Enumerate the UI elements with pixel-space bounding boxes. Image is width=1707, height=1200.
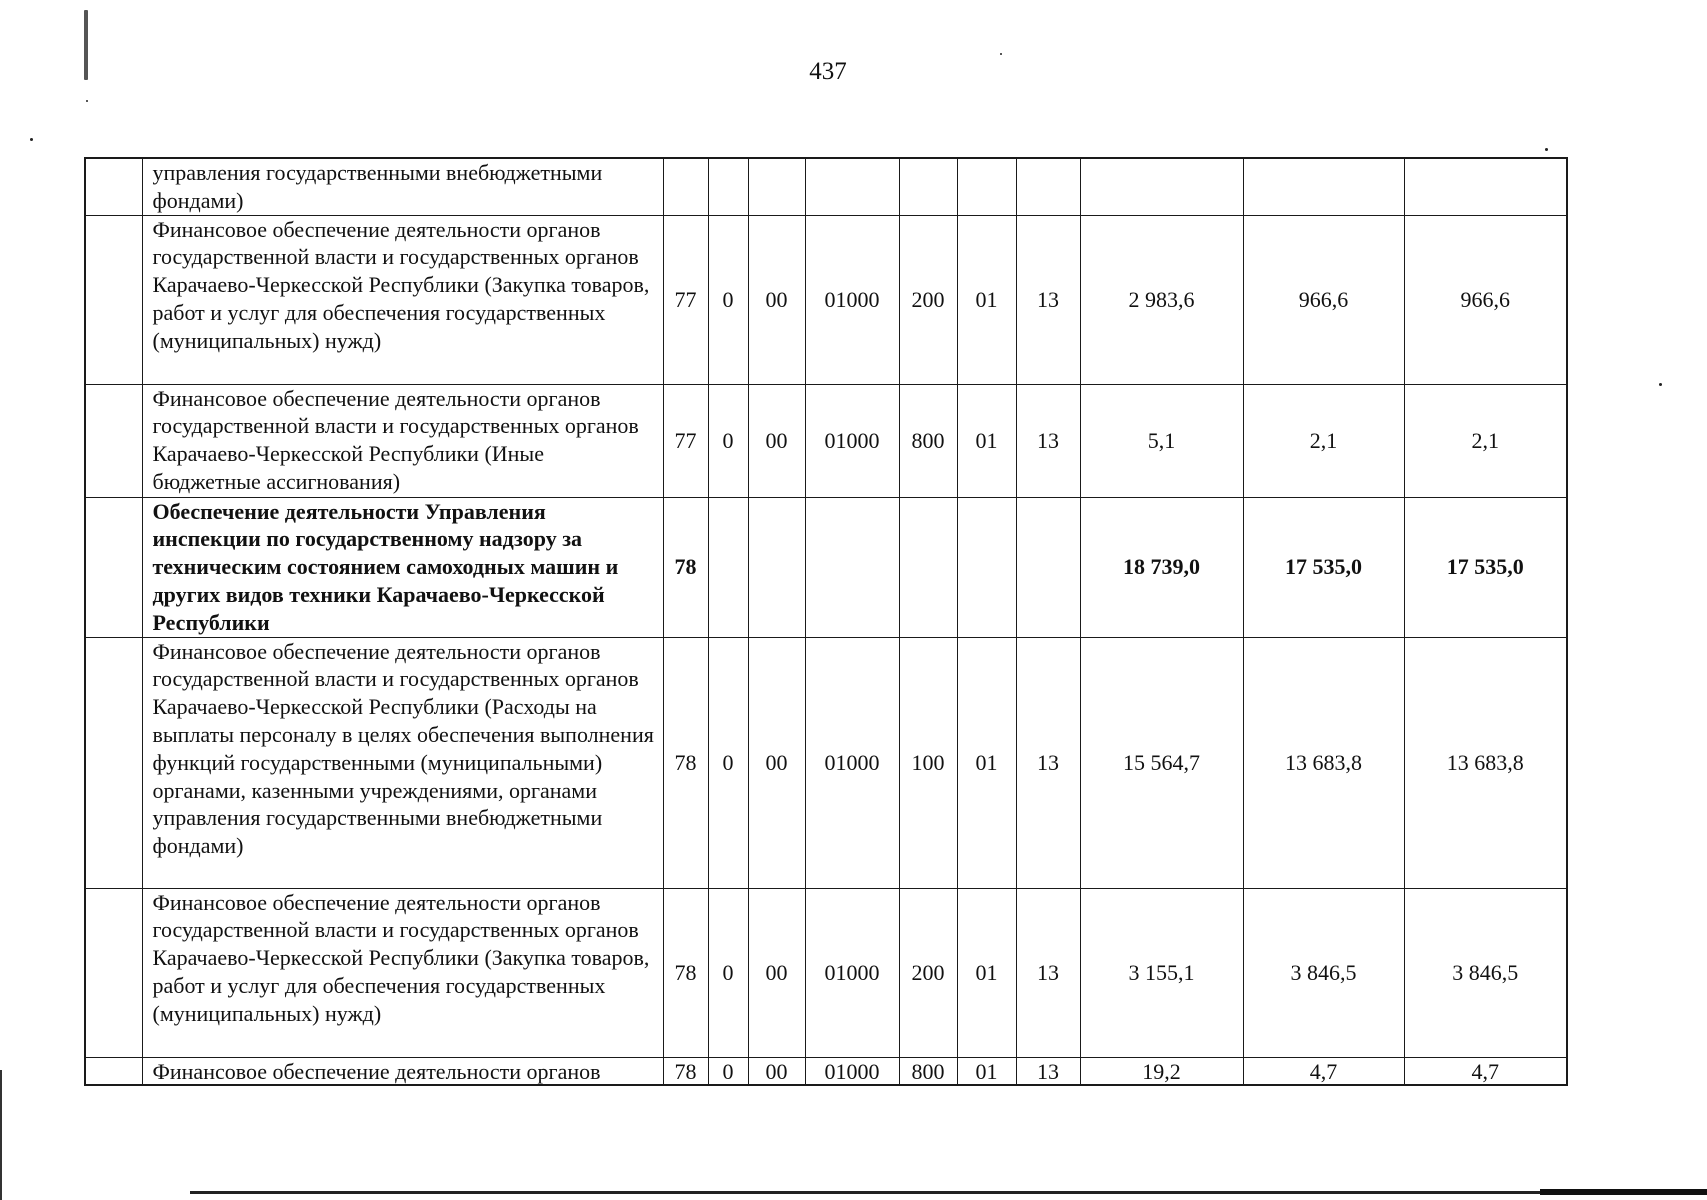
direction-code-cell (805, 158, 899, 215)
program-code-cell: 78 (663, 497, 708, 637)
amount-year1-cell: 5,1 (1080, 384, 1243, 497)
expense-type-cell (899, 158, 957, 215)
row-number-cell (85, 1057, 142, 1085)
scan-speck (1000, 53, 1002, 55)
subprogram-code-cell: 0 (708, 1057, 748, 1085)
subprogram-code-cell: 0 (708, 888, 748, 1057)
table-row (85, 158, 1567, 215)
subsection-cell (1016, 158, 1080, 215)
amount-year2-cell: 4,7 (1243, 1057, 1404, 1085)
amount-year2-cell (1243, 158, 1404, 215)
amount-year3-cell: 4,7 (1404, 1057, 1567, 1085)
expense-type-cell: 800 (899, 384, 957, 497)
scan-speck (1659, 383, 1662, 386)
expense-name-cell: Обеспечение деятельности Управления инспекции по государственному надзору за техническим состоянием самоходных машин и других видов техники Карачаево-Черкесской Республики (142, 497, 663, 637)
scan-speck (30, 138, 33, 141)
section-cell: 01 (957, 1057, 1016, 1085)
table-row (85, 384, 1567, 497)
row-number-cell (85, 215, 142, 384)
scan-speck (1545, 148, 1548, 151)
amount-year1-cell: 2 983,6 (1080, 215, 1243, 384)
expense-type-cell: 100 (899, 637, 957, 888)
amount-year2-cell: 17 535,0 (1243, 497, 1404, 637)
main-activity-code-cell: 00 (748, 637, 805, 888)
main-activity-code-cell: 00 (748, 1057, 805, 1085)
subprogram-code-cell (708, 497, 748, 637)
amount-year1-cell: 3 155,1 (1080, 888, 1243, 1057)
table-row (85, 637, 1567, 888)
section-cell: 01 (957, 637, 1016, 888)
row-number-cell (85, 497, 142, 637)
direction-code-cell: 01000 (805, 384, 899, 497)
main-activity-code-cell (748, 497, 805, 637)
section-cell: 01 (957, 384, 1016, 497)
expense-name-cell: Финансовое обеспечение деятельности органов государственной власти и государственных органов Карачаево-Черкесской Республики (Иные бюджетные ассигнования) (142, 384, 663, 497)
expense-type-cell: 800 (899, 1057, 957, 1085)
program-code-cell: 77 (663, 215, 708, 384)
direction-code-cell: 01000 (805, 888, 899, 1057)
scan-edge-bottom (190, 1191, 1707, 1194)
subsection-cell (1016, 497, 1080, 637)
subsection-cell: 13 (1016, 888, 1080, 1057)
scan-edge-bottom-right (1540, 1189, 1707, 1195)
amount-year1-cell (1080, 158, 1243, 215)
table-row (85, 215, 1567, 384)
program-code-cell: 78 (663, 637, 708, 888)
section-cell: 01 (957, 215, 1016, 384)
section-cell: 01 (957, 888, 1016, 1057)
direction-code-cell: 01000 (805, 637, 899, 888)
amount-year2-cell: 2,1 (1243, 384, 1404, 497)
subprogram-code-cell (708, 158, 748, 215)
amount-year2-cell: 13 683,8 (1243, 637, 1404, 888)
program-code-cell: 78 (663, 888, 708, 1057)
program-code-cell: 77 (663, 384, 708, 497)
expense-type-cell (899, 497, 957, 637)
table-row (85, 888, 1567, 1057)
subsection-cell: 13 (1016, 215, 1080, 384)
main-activity-code-cell: 00 (748, 384, 805, 497)
main-activity-code-cell (748, 158, 805, 215)
amount-year3-cell: 13 683,8 (1404, 637, 1567, 888)
direction-code-cell: 01000 (805, 215, 899, 384)
amount-year1-cell: 19,2 (1080, 1057, 1243, 1085)
scan-edge-left (0, 1070, 2, 1200)
expense-type-cell: 200 (899, 215, 957, 384)
expense-name-cell: Финансовое обеспечение деятельности органов государственной власти и государственных органов Карачаево-Черкесской Республики (Закупка товаров, работ и услуг для обеспечения государственных (муниципальных) нужд) (142, 215, 663, 384)
expense-name-cell: Финансовое обеспечение деятельности органов государственной власти и государственных органов Карачаево-Черкесской Республики (Закупка товаров, работ и услуг для обеспечения государственных (муниципальных) нужд) (142, 888, 663, 1057)
program-code-cell (663, 158, 708, 215)
expense-type-cell: 200 (899, 888, 957, 1057)
amount-year2-cell: 966,6 (1243, 215, 1404, 384)
amount-year3-cell: 966,6 (1404, 215, 1567, 384)
section-cell (957, 158, 1016, 215)
amount-year3-cell: 17 535,0 (1404, 497, 1567, 637)
table-row (85, 497, 1567, 637)
direction-code-cell (805, 497, 899, 637)
page-number: 437 (809, 58, 847, 85)
row-number-cell (85, 384, 142, 497)
amount-year3-cell: 2,1 (1404, 384, 1567, 497)
table-body (85, 158, 1567, 1085)
direction-code-cell: 01000 (805, 1057, 899, 1085)
main-activity-code-cell: 00 (748, 215, 805, 384)
subsection-cell: 13 (1016, 1057, 1080, 1085)
subprogram-code-cell: 0 (708, 637, 748, 888)
main-activity-code-cell: 00 (748, 888, 805, 1057)
amount-year3-cell (1404, 158, 1567, 215)
subprogram-code-cell: 0 (708, 384, 748, 497)
row-number-cell (85, 158, 142, 215)
scan-speck (86, 100, 88, 102)
subsection-cell: 13 (1016, 637, 1080, 888)
expense-name-cell: Финансовое обеспечение деятельности органов государственной власти и государственных органов Карачаево-Черкесской Республики (Расходы на выплаты персоналу в целях обеспечения выполнения функций государственными (муниципальными) органами, казенными учреждениями, органами управления государственными внебюджетными фондами) (142, 637, 663, 888)
expense-name-cell: Финансовое обеспечение деятельности органов (142, 1057, 663, 1085)
section-cell (957, 497, 1016, 637)
expense-name-cell: управления государственными внебюджетными фондами) (142, 158, 663, 215)
scan-speck (84, 10, 88, 80)
budget-table (84, 157, 1568, 1086)
row-number-cell (85, 888, 142, 1057)
amount-year2-cell: 3 846,5 (1243, 888, 1404, 1057)
amount-year3-cell: 3 846,5 (1404, 888, 1567, 1057)
amount-year1-cell: 18 739,0 (1080, 497, 1243, 637)
amount-year1-cell: 15 564,7 (1080, 637, 1243, 888)
program-code-cell: 78 (663, 1057, 708, 1085)
subsection-cell: 13 (1016, 384, 1080, 497)
row-number-cell (85, 637, 142, 888)
table-row (85, 1057, 1567, 1085)
subprogram-code-cell: 0 (708, 215, 748, 384)
